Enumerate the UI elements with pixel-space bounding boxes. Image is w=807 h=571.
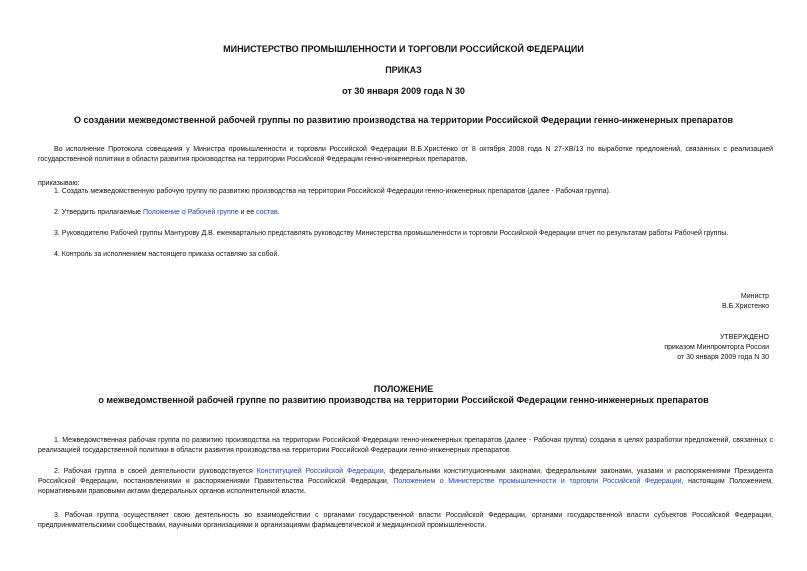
- approval-date: от 30 января 2009 года N 30: [677, 354, 769, 361]
- preamble-paragraph: Во исполнение Протокола совещания у Министра промышленности и торговли Российской Федерации В.Б.Христенко от 8 октября 2008 года N 27-ХВ/13 по выработке предложений, связанных с реализацией государственной политики в области развития производства на территории Российской Федерации генно-инженерных препаратов,: [38, 146, 773, 163]
- regulation-paragraph-2-prefix: 2. Рабочая группа в своей деятельности руководствуется: [54, 468, 257, 475]
- regulation-link[interactable]: Положение о Рабочей группе: [142, 209, 239, 216]
- order-subject: О создании межведомственной рабочей группы по развитию производства на территории Российской Федерации генно-инженерных препаратов: [74, 115, 733, 125]
- order-word: приказываю:: [38, 180, 80, 187]
- regulation-subtitle: о межведомственной рабочей группе по развитию производства на территории Российской Федерации генно-инженерных препаратов: [98, 395, 709, 405]
- regulation-paragraph-2-middle: , федеральными конституционными законами, федеральными законами, указами и распоряжениями Президента Российской Федерации, постановлениями и распоряжениями Правительства Российской Федерации,: [38, 468, 773, 485]
- regulation-paragraph-2: [38, 467, 773, 497]
- approval-order: приказом Минпромторга России: [664, 344, 769, 351]
- composition-link[interactable]: состав: [256, 209, 278, 216]
- order-item-3: 3. Руководителю Рабочей группы Мантурову Д.В. ежеквартально представлять руководству Министерства промышленности и торговли Российской Федерации отчет по результатам работы Рабочей группы.: [54, 230, 729, 237]
- order-item-4: 4. Контроль за исполнением настоящего приказа оставляю за собой.: [54, 251, 280, 258]
- regulation-title: ПОЛОЖЕНИЕ: [373, 384, 434, 394]
- order-item-1: 1. Создать межведомственную рабочую группу по развитию производства на территории Российской Федерации генно-инженерных препаратов (далее - Рабочая группа).: [54, 188, 611, 195]
- order-item-2-suffix: .: [277, 209, 280, 216]
- order-item-2: [54, 208, 280, 218]
- signature-position: Министр: [740, 293, 769, 300]
- ministry-heading: МИНИСТЕРСТВО ПРОМЫШЛЕННОСТИ И ТОРГОВЛИ РОССИЙСКОЙ ФЕДЕРАЦИИ: [223, 44, 584, 54]
- ministry-regulation-link[interactable]: Положением о Министерстве промышленности и торговли Российской Федерации: [393, 478, 682, 485]
- approval-stamp: УТВЕРЖДЕНО: [719, 334, 769, 341]
- regulation-paragraph-1: 1. Межведомственная рабочая группа по развитию производства на территории Российской Федерации генно-инженерных препаратов (далее - Рабочая группа) создана в целях разработки предложений, связанных с реализацией государственной политики в области развития производства на территории Российской Федерации генно-инженерных препаратов.: [38, 437, 773, 454]
- regulation-paragraph-2-suffix: , настоящим Положением, нормативными правовыми актами федеральных органов исполнительной власти.: [38, 478, 773, 495]
- constitution-link[interactable]: Конституцией Российской Федерации: [256, 468, 384, 475]
- order-date-number: от 30 января 2009 года N 30: [342, 86, 465, 96]
- order-item-2-prefix: 2. Утвердить прилагаемые: [54, 209, 143, 216]
- regulation-paragraph-3: 3. Рабочая группа осуществляет свою деятельность во взаимодействии с органами государственной власти Российской Федерации, органами государственной власти субъектов Российской Федерации, предпринимательскими сообществами, научными организациями и организациями фармацевтической и медицинской промышленности.: [38, 512, 773, 529]
- signature-name: В.Б.Христенко: [721, 303, 769, 310]
- order-heading: ПРИКАЗ: [385, 65, 422, 75]
- order-item-2-middle: и ее: [238, 209, 257, 216]
